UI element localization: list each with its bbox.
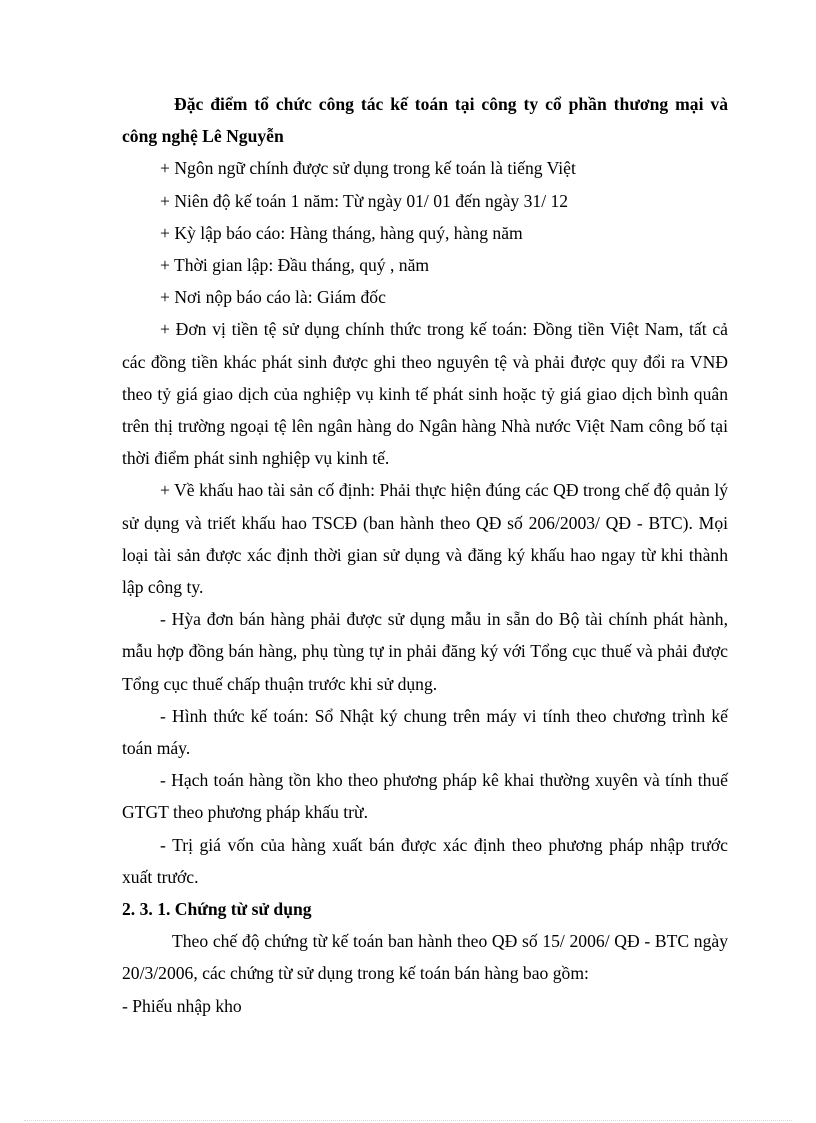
cost-valuation-paragraph: - Trị giá vốn của hàng xuất bán được xác định theo phương pháp nhập trước xuất trước.	[122, 834, 728, 887]
policy-report-time: + Thời gian lập: Đầu tháng, quý , năm	[160, 255, 430, 276]
document-title: Đặc điểm tổ chức công tác kế toán tại công ty cổ phần thương mại và công nghệ Lê Nguyễn	[122, 94, 728, 147]
currency-paragraph: + Đơn vị tiền tệ sử dụng chính thức trong kế toán: Đồng tiền Việt Nam, tất cả các đồng tiền khác phát sinh được ghi theo nguyên tệ và phải được quy đổi ra VNĐ theo tỷ giá giao dịch của nghiệp vụ kinh tế phát sinh hoặc tỷ giá giao dịch bình quân trên thị trường ngoại tệ lên ngân hàng do Ngân hàng Nhà nước Việt Nam công bố tại thời điểm phát sinh nghiệp vụ kinh tế.	[122, 319, 728, 469]
section-heading: 2. 3. 1. Chứng từ sử dụng	[122, 899, 312, 920]
policy-language: + Ngôn ngữ chính được sử dụng trong kế toán là tiếng Việt	[160, 158, 576, 179]
invoice-paragraph: - Hỳa đơn bán hàng phải được sử dụng mẫu in sẵn do Bộ tài chính phát hành, mẫu hợp đồng bán hàng, phụ tùng tự in phải đăng ký với Tổng cục thuế và phải được Tổng cục thuế chấp thuận trước khi sử dụng.	[122, 609, 728, 694]
list-item: - Phiếu nhập kho	[122, 995, 242, 1016]
policy-report-period: + Kỳ lập báo cáo: Hàng tháng, hàng quý, hàng năm	[160, 222, 523, 243]
policy-report-recipient: + Nơi nộp báo cáo là: Giám đốc	[160, 287, 386, 308]
accounting-form-paragraph: - Hình thức kế toán: Sổ Nhật ký chung trên máy vi tính theo chương trình kế toán máy.	[122, 705, 728, 759]
page-bottom-divider	[24, 1120, 792, 1121]
policy-fiscal-year: + Niên độ kế toán 1 năm: Từ ngày 01/ 01 đến ngày 31/ 12	[160, 190, 569, 211]
inventory-paragraph: - Hạch toán hàng tồn kho theo phương pháp kê khai thường xuyên và tính thuế GTGT theo phương pháp khấu trừ.	[122, 770, 728, 823]
document-page	[122, 88, 728, 1022]
section-intro-paragraph: Theo chế độ chứng từ kế toán ban hành theo QĐ số 15/ 2006/ QĐ - BTC ngày 20/3/2006, các chứng từ sử dụng trong kế toán bán hàng bao gồm:	[122, 931, 728, 984]
depreciation-paragraph: + Về khấu hao tài sản cố định: Phải thực hiện đúng các QĐ trong chế độ quản lý sử dụng và triết khấu hao TSCĐ (ban hành theo QĐ số 206/2003/ QĐ - BTC). Mọi loại tài sản được xác định thời gian sử dụng và đăng ký khấu hao ngay từ khi thành lập công ty.	[122, 480, 728, 598]
